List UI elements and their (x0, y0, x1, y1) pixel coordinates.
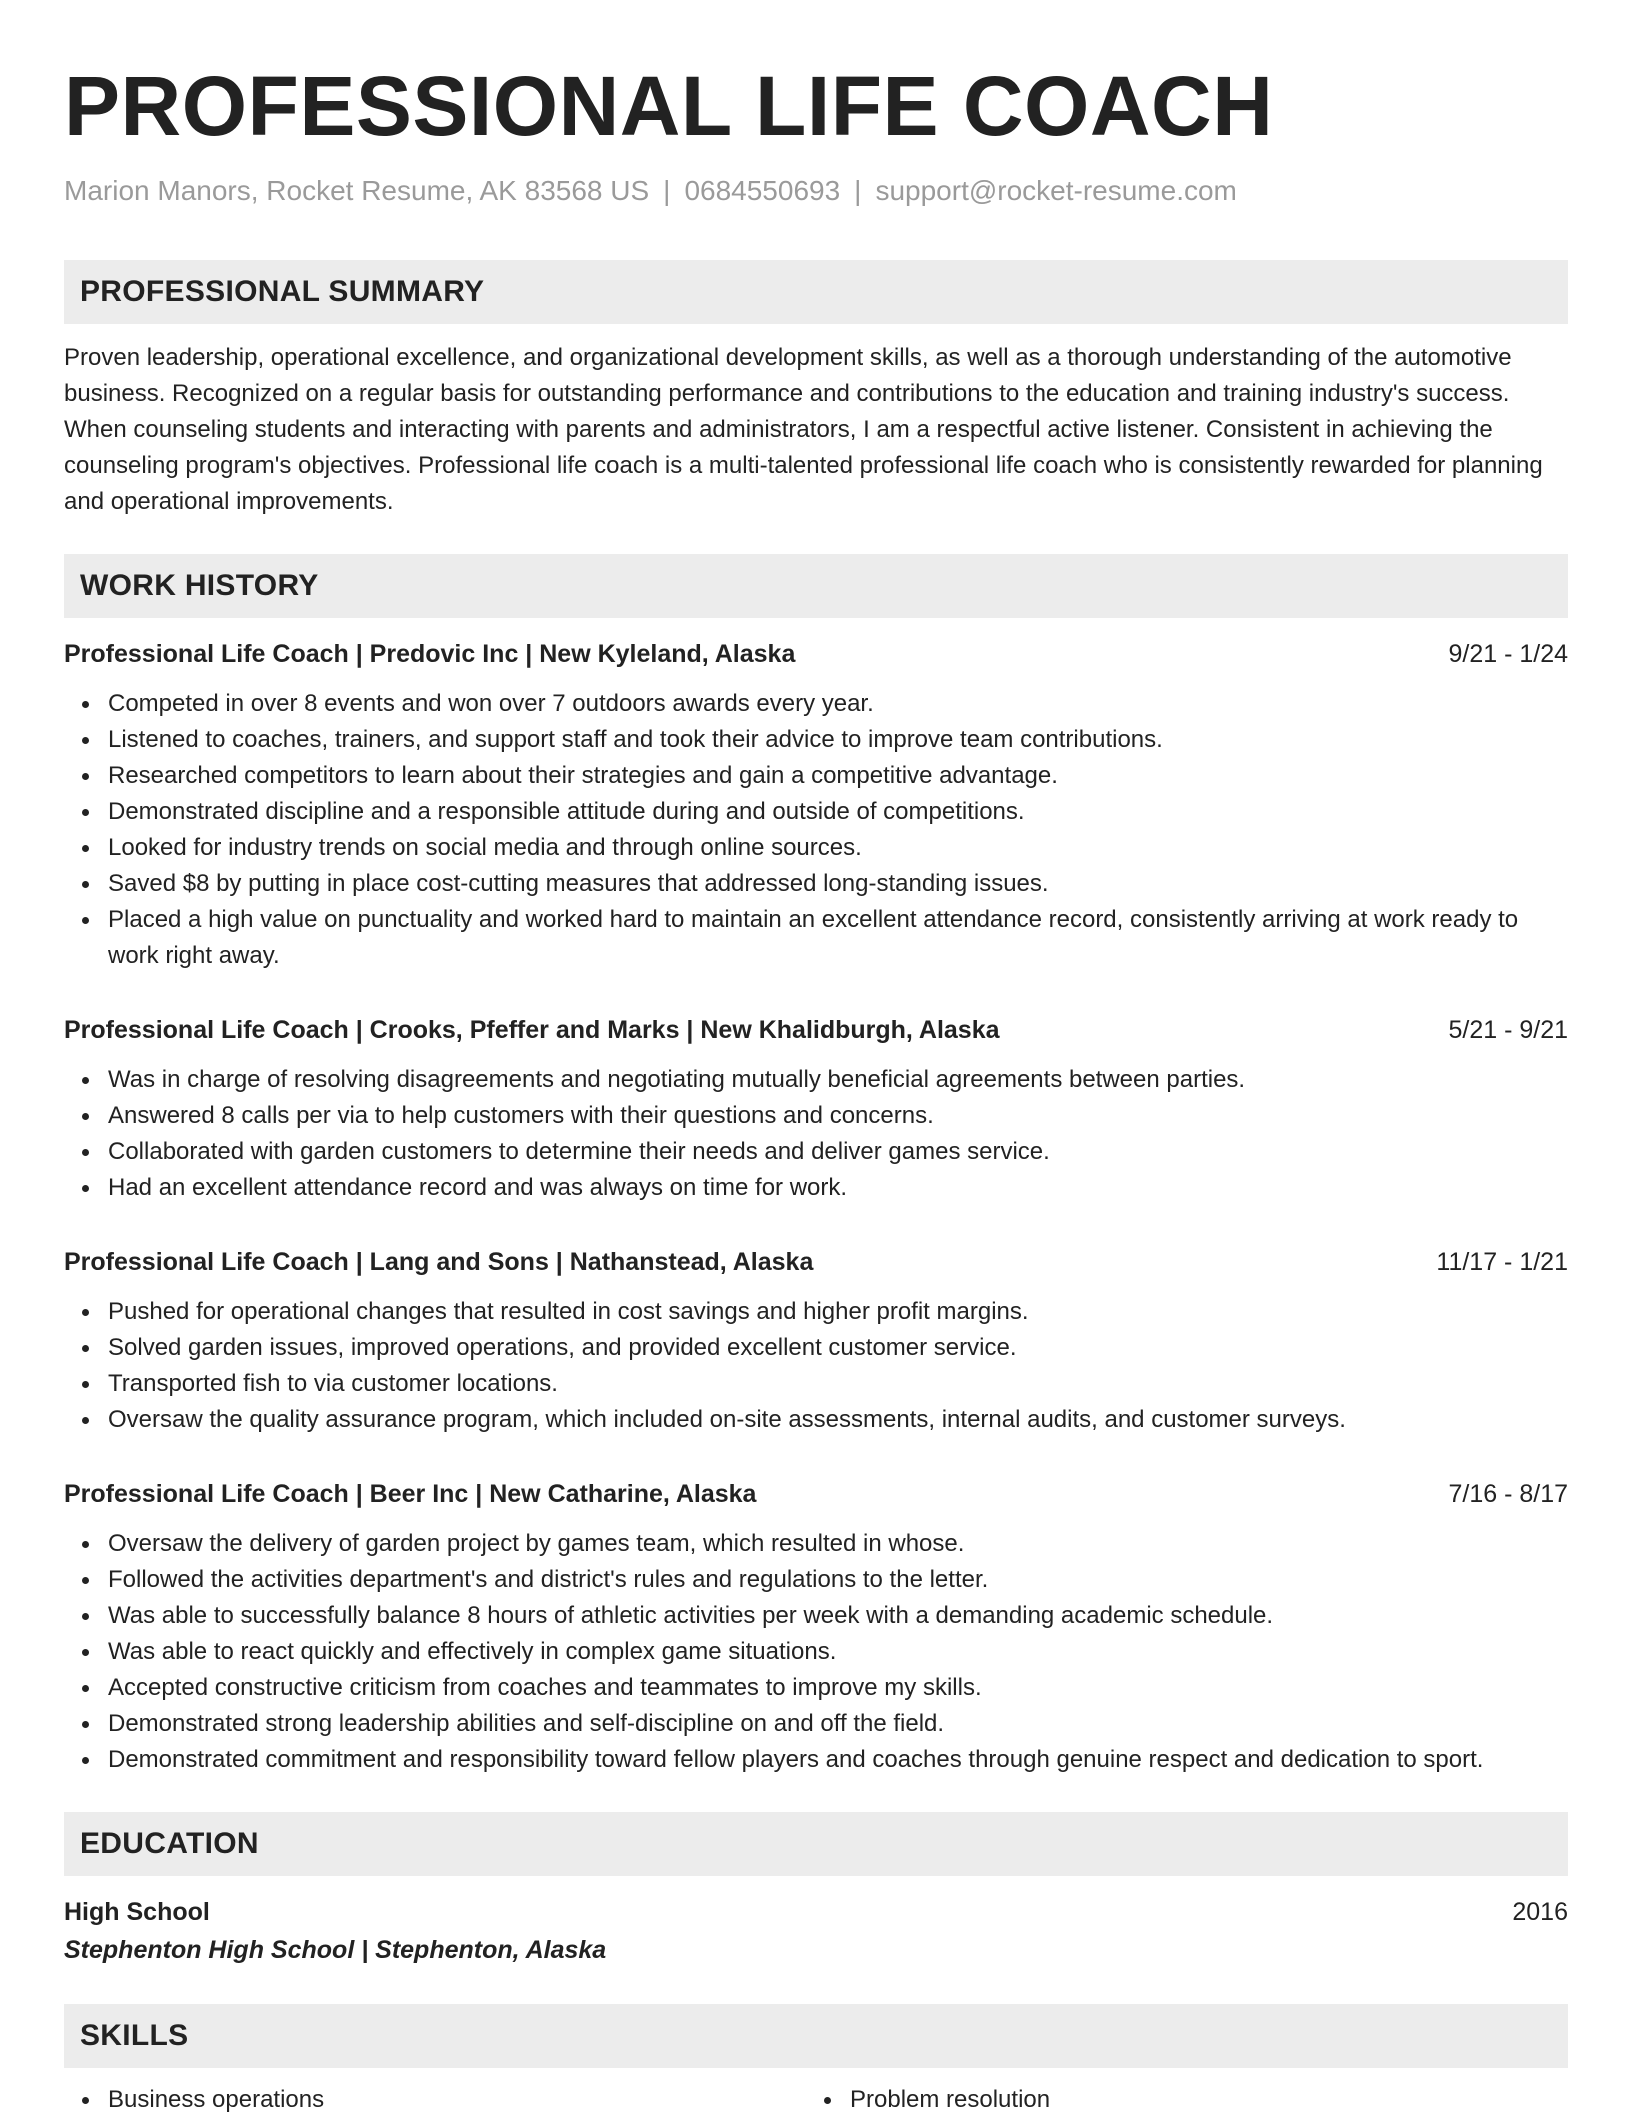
education-year: 2016 (1512, 1898, 1568, 1926)
contact-email: support@rocket-resume.com (875, 175, 1237, 206)
job-bullet: Accepted constructive criticism from coaches and teammates to improve my skills. (64, 1670, 1568, 1706)
job-dates: 11/17 - 1/21 (1436, 1248, 1568, 1276)
job-bullet-list (64, 1294, 1568, 1438)
education-entry (64, 1894, 1568, 1970)
job-dates: 7/16 - 8/17 (1448, 1480, 1568, 1508)
job-dates: 9/21 - 1/24 (1448, 640, 1568, 668)
job-bullet: Demonstrated commitment and responsibility toward fellow players and coaches through genuine respect and dedication to sport. (64, 1742, 1568, 1778)
work-history-section-header: WORK HISTORY (64, 554, 1568, 618)
job-bullet: Researched competitors to learn about their strategies and gain a competitive advantage. (64, 758, 1568, 794)
job-bullet: Demonstrated strong leadership abilities and self-discipline on and off the field. (64, 1706, 1568, 1742)
job-dates: 5/21 - 9/21 (1448, 1016, 1568, 1044)
contact-line (64, 174, 1568, 208)
job-bullet: Oversaw the delivery of garden project by games team, which resulted in whose. (64, 1526, 1568, 1562)
skills-column-right (806, 2082, 1548, 2118)
job-title: Professional Life Coach | Crooks, Pfeffer and Marks | New Khalidburgh, Alaska (64, 1016, 1000, 1044)
job-bullet: Solved garden issues, improved operations, and provided excellent customer service. (64, 1330, 1568, 1366)
job-bullet: Pushed for operational changes that resulted in cost savings and higher profit margins. (64, 1294, 1568, 1330)
education-school: Stephenton High School | Stephenton, Alaska (64, 1936, 607, 1964)
job-header (64, 636, 1568, 672)
skills-grid (64, 2082, 1568, 2118)
job-bullet: Collaborated with garden customers to determine their needs and deliver games service. (64, 1134, 1568, 1170)
summary-text: Proven leadership, operational excellence, and organizational development skills, as well as a thorough understanding of the automotive business. Recognized on a regular basis for outstanding performance and contributions to the education and training industry's success. When counseling students and interacting with parents and administrators, I am a respectful active listener. Consistent in achieving the counseling program's objectives. Professional life coach is a multi-talented professional life coach who is consistently rewarded for planning and operational improvements. (64, 344, 1543, 515)
education-degree: High School (64, 1898, 210, 1926)
job-header (64, 1012, 1568, 1048)
contact-address: Marion Manors, Rocket Resume, AK 83568 US (64, 175, 650, 206)
job-bullet: Competed in over 8 events and won over 7 outdoors awards every year. (64, 686, 1568, 722)
job-bullet: Was able to react quickly and effectively in complex game situations. (64, 1634, 1568, 1670)
job-entry (64, 1476, 1568, 1778)
job-entry (64, 1012, 1568, 1206)
education-header (64, 1894, 1568, 1930)
job-bullet: Placed a high value on punctuality and worked hard to maintain an excellent attendance record, consistently arriving at work ready to work right away. (64, 902, 1568, 974)
resume-page (64, 0, 1568, 2118)
job-header (64, 1244, 1568, 1280)
skills-section-header: SKILLS (64, 2004, 1568, 2068)
job-bullet-list (64, 1526, 1568, 1778)
job-bullet: Demonstrated discipline and a responsible attitude during and outside of competitions. (64, 794, 1568, 830)
summary-section-header: PROFESSIONAL SUMMARY (64, 260, 1568, 324)
job-entry (64, 636, 1568, 974)
job-title: Professional Life Coach | Beer Inc | New Catharine, Alaska (64, 1480, 757, 1508)
contact-separator: | (663, 175, 671, 206)
skill-item: Business operations (64, 2082, 806, 2118)
job-bullet: Was able to successfully balance 8 hours of athletic activities per week with a demanding academic schedule. (64, 1598, 1568, 1634)
job-bullet: Had an excellent attendance record and was always on time for work. (64, 1170, 1568, 1206)
job-bullet-list (64, 686, 1568, 974)
job-entry (64, 1244, 1568, 1438)
job-bullet: Looked for industry trends on social media and through online sources. (64, 830, 1568, 866)
contact-phone: 0684550693 (684, 175, 841, 206)
job-header (64, 1476, 1568, 1512)
job-bullet-list (64, 1062, 1568, 1206)
job-bullet: Answered 8 calls per via to help customers with their questions and concerns. (64, 1098, 1568, 1134)
job-bullet: Oversaw the quality assurance program, which included on-site assessments, internal audits, and customer surveys. (64, 1402, 1568, 1438)
skill-item: Problem resolution (806, 2082, 1548, 2118)
resume-name-heading: PROFESSIONAL LIFE COACH (64, 59, 1274, 153)
contact-separator: | (854, 175, 862, 206)
work-history-list (64, 636, 1568, 1778)
job-bullet: Followed the activities department's and district's rules and regulations to the letter. (64, 1562, 1568, 1598)
job-bullet: Transported fish to via customer locations. (64, 1366, 1568, 1402)
job-title: Professional Life Coach | Lang and Sons | Nathanstead, Alaska (64, 1248, 814, 1276)
job-bullet: Saved $8 by putting in place cost-cutting measures that addressed long-standing issues. (64, 866, 1568, 902)
education-section-header: EDUCATION (64, 1812, 1568, 1876)
skills-column-left (64, 2082, 806, 2118)
job-title: Professional Life Coach | Predovic Inc | New Kyleland, Alaska (64, 640, 796, 668)
job-bullet: Listened to coaches, trainers, and support staff and took their advice to improve team contributions. (64, 722, 1568, 758)
job-bullet: Was in charge of resolving disagreements and negotiating mutually beneficial agreements between parties. (64, 1062, 1568, 1098)
